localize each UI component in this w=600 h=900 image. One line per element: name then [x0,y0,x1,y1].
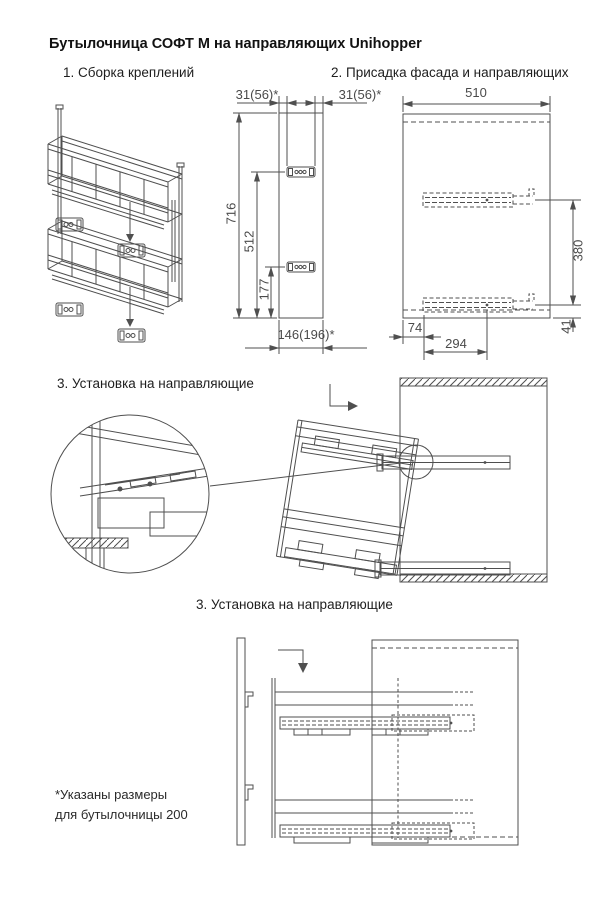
dim-facade-lower-hole: 177 [256,278,272,301]
dim-facade-width: 146(196)* [277,327,335,342]
assembly-drawing [28,84,223,349]
cabinet-section [400,378,547,582]
page-title: Бутылочница СОФТ М на направляющих Unihopper [49,36,422,52]
dim-cabinet-depth: 510 [465,85,487,100]
dim-bottom-offset: 41 [558,319,574,334]
facade-panel [279,113,323,318]
detail-leader-line [210,463,401,486]
dim-front-offset: 74 [407,320,423,335]
tilted-basket [275,420,418,581]
dim-rail-spacing: 380 [570,239,586,262]
dimension-lines-top [237,96,367,166]
facade-bracket [287,262,315,272]
dim-facade-offset-right: 31(56)* [338,87,382,102]
facade-side-view [237,638,253,845]
insert-direction-arrow-icon [126,202,134,327]
slide-direction-arrow-icon [330,384,358,411]
rail-lower [423,294,534,312]
step-2-heading: 2. Присадка фасада и направляющих [331,65,569,80]
facade-hook [245,785,253,800]
basket-frame [48,105,184,314]
rail-upper [423,189,534,207]
footnote-line-2: для бутылочницы 200 [55,807,188,822]
step-3-heading: 3. Установка на направляющие [57,376,254,391]
footnote [55,785,188,825]
basket-side-view [272,678,474,843]
rail-mounting-drawing [30,372,595,587]
step-1-heading: 1. Сборка креплений [63,65,195,80]
push-direction-arrow-icon [278,650,308,673]
dim-facade-upper-hole: 512 [241,230,257,253]
dim-hole-offset: 294 [445,336,467,351]
cabinet-side-view [372,640,518,845]
step-3b-heading: 3. Установка на направляющие [196,597,393,612]
detail-view [46,414,222,577]
cabinet-side-panel [403,114,550,318]
rail-mounting-side-drawing [222,628,537,853]
facade-hook [245,692,253,707]
footnote-line-1: *Указаны размеры [55,787,168,802]
dim-facade-offset-left: 31(56)* [235,87,279,102]
facade-bracket [287,167,315,177]
dim-facade-height: 716 [223,202,239,225]
